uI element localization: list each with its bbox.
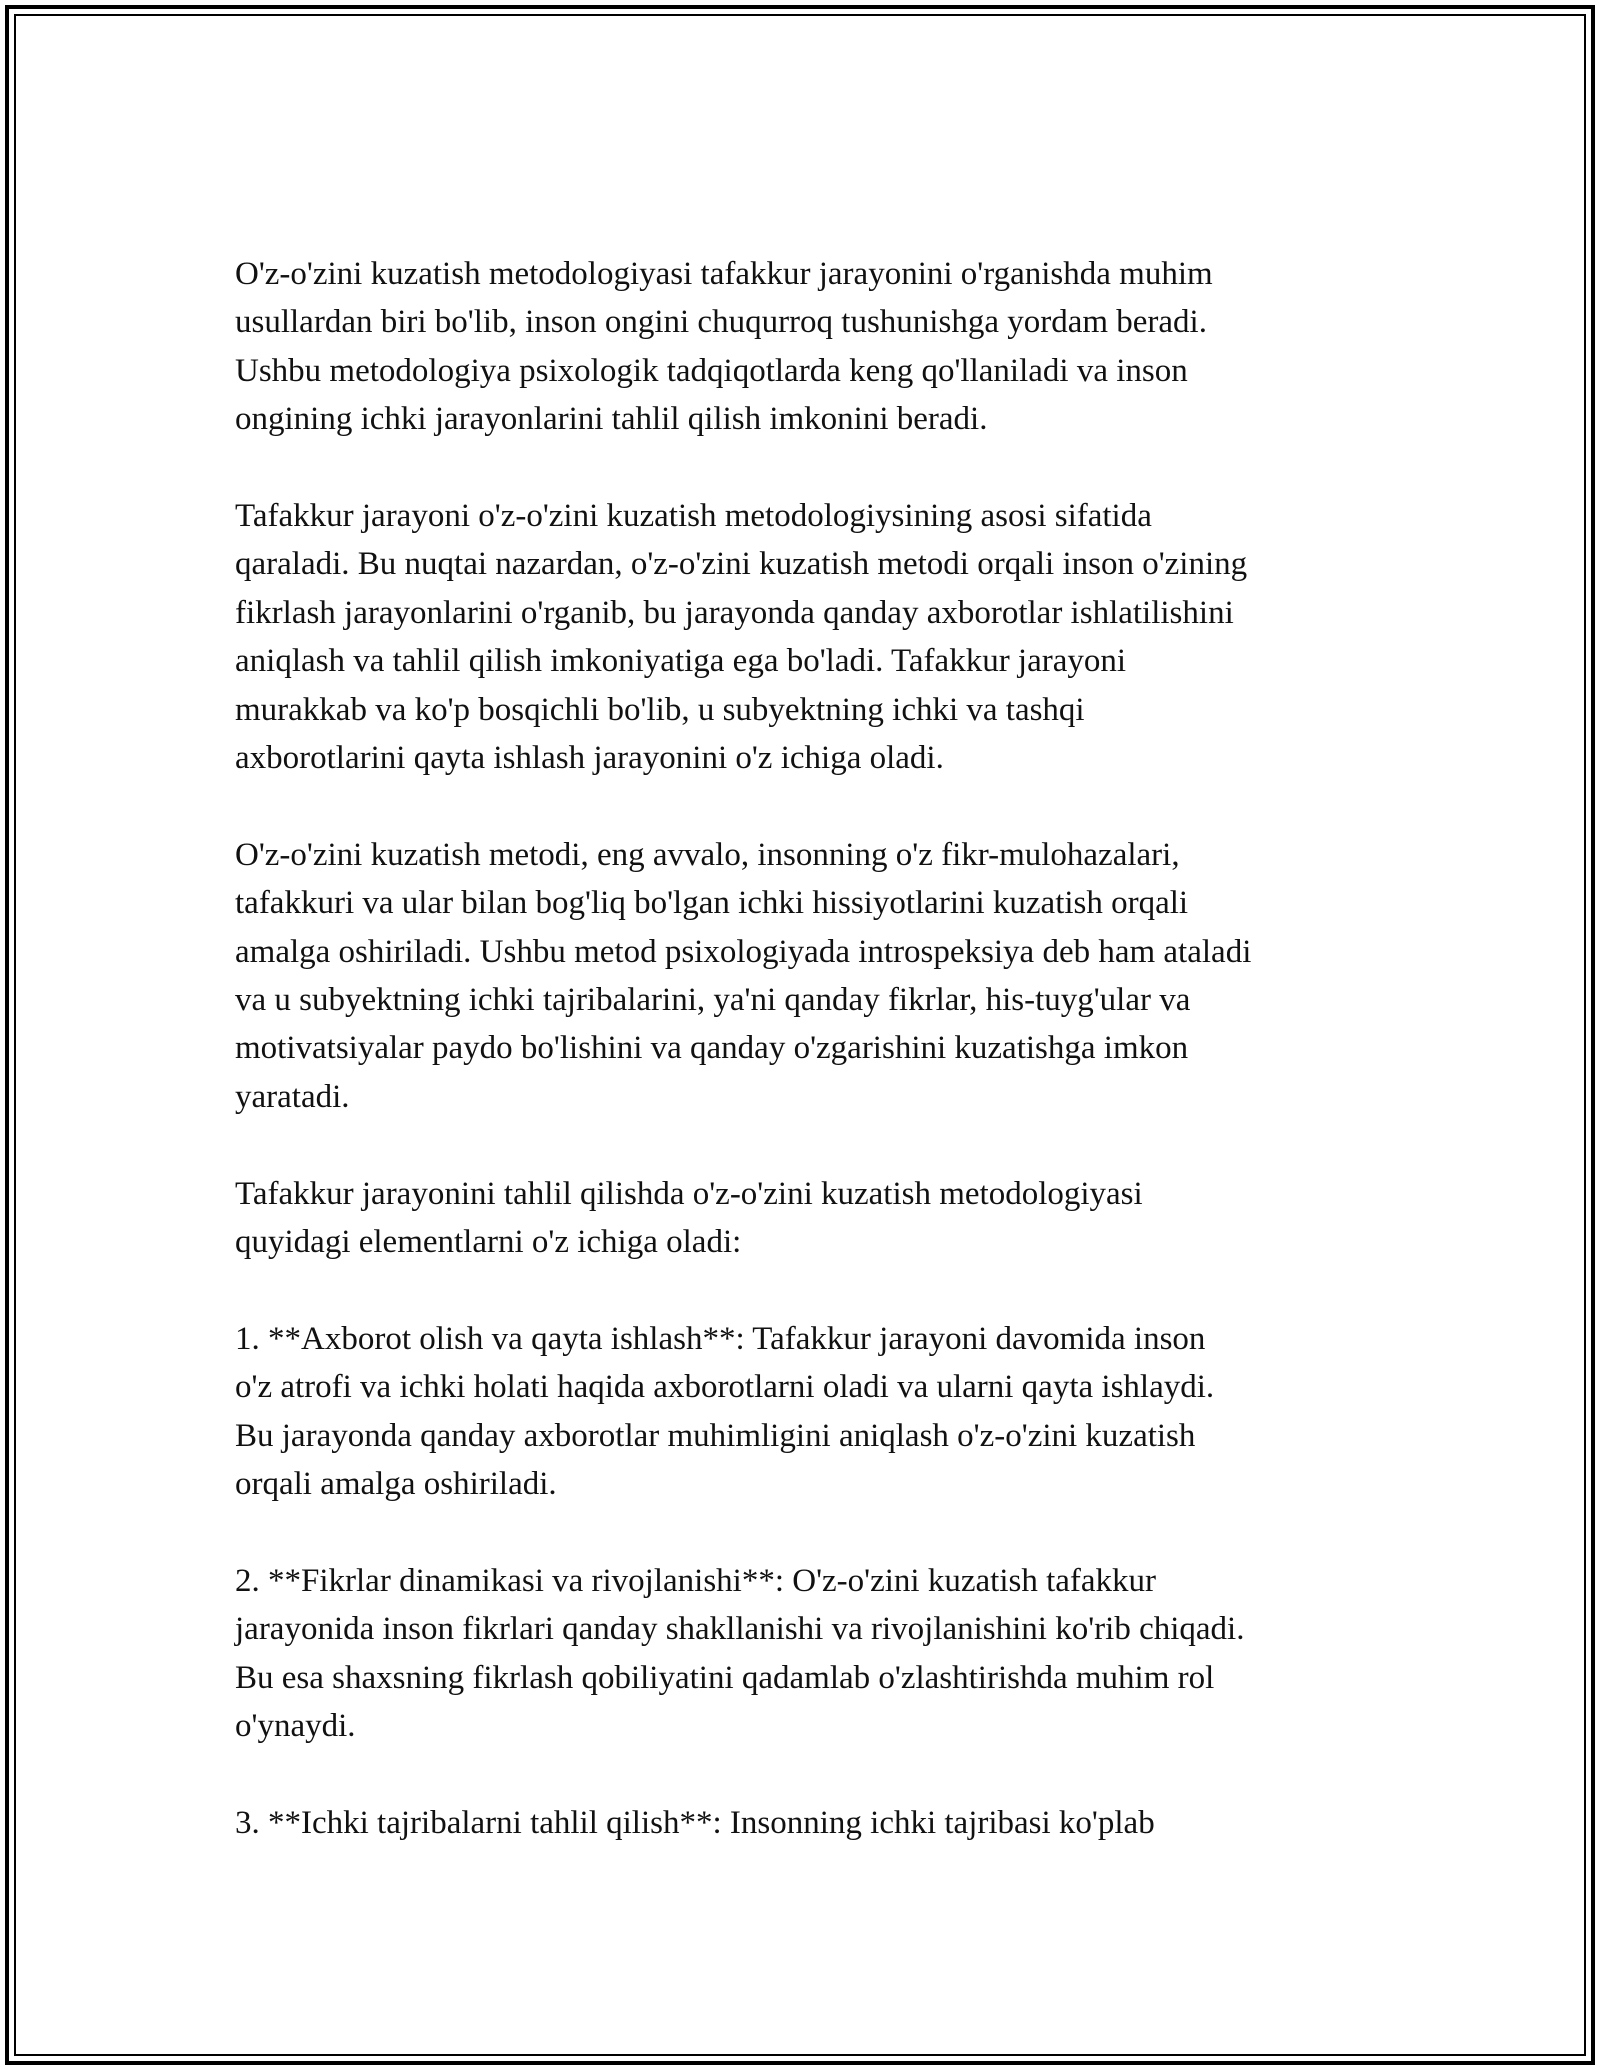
paragraph-thinking-process xyxy=(235,492,1390,782)
text-line: amalga oshiriladi. Ushbu metod psixologiyada introspeksiya deb ham ataladi xyxy=(235,933,1252,970)
text-line: Bu jarayonda qanday axborotlar muhimligini aniqlash o'z-o'zini kuzatish xyxy=(235,1417,1196,1454)
list-item-2 xyxy=(235,1557,1390,1751)
text-line: usullardan biri bo'lib, inson ongini chuqurroq tushunishga yordam beradi. xyxy=(235,304,1207,341)
text-line: o'z atrofi va ichki holati haqida axborotlarni oladi va ularni qayta ishlaydi. xyxy=(235,1369,1215,1406)
text-line: fikrlash jarayonlarini o'rganib, bu jarayonda qanday axborotlar ishlatilishini xyxy=(235,594,1234,631)
paragraph-elements-intro xyxy=(235,1170,1390,1267)
text-line: ongining ichki jarayonlarini tahlil qilish imkonini beradi. xyxy=(235,401,988,438)
paragraph-intro xyxy=(235,250,1390,444)
text-line: o'ynaydi. xyxy=(235,1708,356,1745)
text-line: 2. **Fikrlar dinamikasi va rivojlanishi**: O'z-o'zini kuzatish tafakkur xyxy=(235,1562,1157,1599)
text-line: O'z-o'zini kuzatish metodi, eng avvalo, insonning o'z fikr-mulohazalari, xyxy=(235,836,1180,873)
text-line: O'z-o'zini kuzatish metodologiyasi tafakkur jarayonini o'rganishda muhim xyxy=(235,256,1213,292)
text-line: motivatsiyalar paydo bo'lishini va qanday o'zgarishini kuzatishga imkon xyxy=(235,1030,1189,1067)
paragraph-introspection xyxy=(235,831,1390,1121)
text-line: jarayonida inson fikrlari qanday shakllanishi va rivojlanishini ko'rib chiqadi. xyxy=(235,1611,1245,1648)
document-body xyxy=(235,250,1390,1847)
text-line: Tafakkur jarayonini tahlil qilishda o'z-o'zini kuzatish metodologiyasi xyxy=(235,1175,1143,1212)
text-line: aniqlash va tahlil qilish imkoniyatiga ega bo'ladi. Tafakkur jarayoni xyxy=(235,643,1127,680)
text-line: quyidagi elementlarni o'z ichiga oladi: xyxy=(235,1224,742,1261)
text-line: tafakkuri va ular bilan bog'liq bo'lgan ichki hissiyotlarini kuzatish orqali xyxy=(235,885,1189,922)
text-line: va u subyektning ichki tajribalarini, ya'ni qanday fikrlar, his-tuyg'ular va xyxy=(235,982,1191,1019)
text-line: 3. **Ichki tajribalarni tahlil qilish**: Insonning ichki tajribasi ko'plab xyxy=(235,1804,1155,1841)
text-line: Bu esa shaxsning fikrlash qobiliyatini qadamlab o'zlashtirishda muhim rol xyxy=(235,1659,1215,1696)
text-line: qaraladi. Bu nuqtai nazardan, o'z-o'zini kuzatish metodi orqali inson o'zining xyxy=(235,546,1248,583)
text-line: axborotlarini qayta ishlash jarayonini o'z ichiga oladi. xyxy=(235,740,944,777)
list-item-3 xyxy=(235,1799,1390,1847)
text-line: yaratadi. xyxy=(235,1078,350,1115)
text-line: Ushbu metodologiya psixologik tadqiqotlarda keng qo'llaniladi va inson xyxy=(235,352,1188,389)
text-line: Tafakkur jarayoni o'z-o'zini kuzatish metodologiysining asosi sifatida xyxy=(235,498,1152,535)
text-line: orqali amalga oshiriladi. xyxy=(235,1466,557,1503)
text-line: 1. **Axborot olish va qayta ishlash**: Tafakkur jarayoni davomida inson xyxy=(235,1320,1206,1357)
text-line: murakkab va ko'p bosqichli bo'lib, u subyektning ichki va tashqi xyxy=(235,691,1085,728)
list-item-1 xyxy=(235,1315,1390,1509)
